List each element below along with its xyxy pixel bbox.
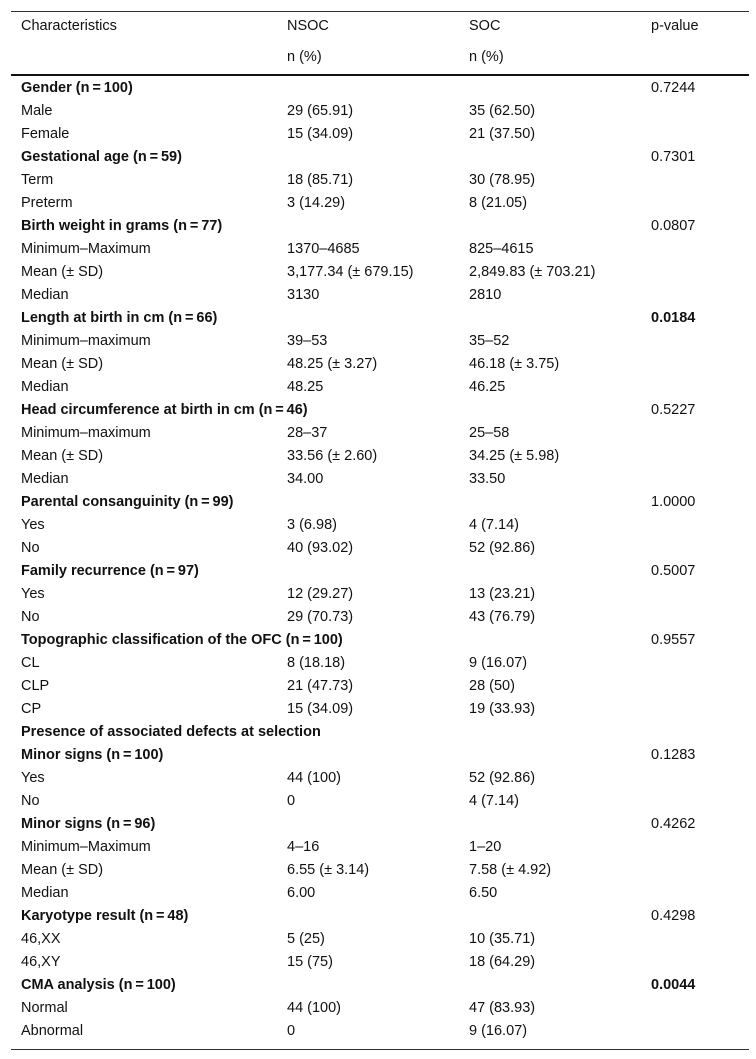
table-row (11, 445, 749, 468)
nsoc-value: 3 (6.98) (287, 517, 337, 533)
table-row (11, 330, 749, 353)
nsoc-value: 6.00 (287, 885, 316, 901)
table-row (11, 698, 749, 721)
row-label: Yes (21, 770, 45, 786)
soc-value: 43 (76.79) (469, 609, 536, 625)
p-value: 0.5227 (651, 402, 696, 418)
row-label: Male (21, 103, 53, 119)
p-value: 0.4298 (651, 908, 696, 924)
nsoc-value: 15 (34.09) (287, 701, 354, 717)
table-body (11, 76, 749, 1043)
row-label: Mean (± SD) (21, 862, 104, 878)
row-label: Median (21, 885, 69, 901)
table-row (11, 123, 749, 146)
nsoc-value: 40 (93.02) (287, 540, 354, 556)
nsoc-value: 29 (65.91) (287, 103, 354, 119)
nsoc-value: 0 (287, 793, 296, 809)
table-row (11, 997, 749, 1020)
p-value: 0.1283 (651, 747, 696, 763)
table-row (11, 882, 749, 905)
table-row (11, 100, 749, 123)
nsoc-value: 3130 (287, 287, 320, 303)
p-value: 0.7301 (651, 149, 696, 165)
row-label: CMA analysis (n = 100) (21, 977, 176, 993)
soc-value: 34.25 (± 5.98) (469, 448, 560, 464)
header-nsoc: NSOC (287, 18, 329, 34)
soc-value: 7.58 (± 4.92) (469, 862, 552, 878)
soc-value: 28 (50) (469, 678, 515, 694)
table-row (11, 261, 749, 284)
soc-value: 46.18 (± 3.75) (469, 356, 560, 372)
row-label: No (21, 793, 40, 809)
table-header-row (11, 12, 749, 43)
table-row (11, 422, 749, 445)
row-label: Mean (± SD) (21, 356, 104, 372)
nsoc-value: 18 (85.71) (287, 172, 354, 188)
row-label: No (21, 609, 40, 625)
table-section-row (11, 399, 749, 422)
soc-value: 9 (16.07) (469, 1023, 528, 1039)
row-label: CLP (21, 678, 50, 694)
soc-value: 8 (21.05) (469, 195, 528, 211)
table-bottom-rule (11, 1049, 749, 1050)
p-value: 0.4262 (651, 816, 696, 832)
table-row (11, 836, 749, 859)
table-row (11, 514, 749, 537)
p-value: 0.0044 (651, 977, 696, 993)
nsoc-value: 6.55 (± 3.14) (287, 862, 370, 878)
row-label: Head circumference at birth in cm (n = 46) (21, 402, 308, 418)
row-label: Abnormal (21, 1023, 84, 1039)
table-row (11, 537, 749, 560)
soc-value: 33.50 (469, 471, 506, 487)
table-section-row (11, 629, 749, 652)
table-row (11, 790, 749, 813)
row-label: Minimum–Maximum (21, 241, 151, 257)
header-soc-unit: n (%) (469, 49, 504, 65)
table-section-row (11, 215, 749, 238)
table-row (11, 652, 749, 675)
header-nsoc-unit: n (%) (287, 49, 322, 65)
table-row (11, 353, 749, 376)
table-section-row (11, 721, 749, 744)
row-label: CL (21, 655, 40, 671)
header-characteristics: Characteristics (21, 18, 117, 34)
row-label: Minor signs (n = 100) (21, 747, 164, 763)
table-section-row (11, 307, 749, 330)
table-row (11, 284, 749, 307)
row-label: CP (21, 701, 42, 717)
row-label: Yes (21, 517, 45, 533)
nsoc-value: 33.56 (± 2.60) (287, 448, 378, 464)
nsoc-value: 34.00 (287, 471, 324, 487)
row-label: Median (21, 287, 69, 303)
nsoc-value: 4–16 (287, 839, 320, 855)
p-value: 0.7244 (651, 80, 696, 96)
row-label: 46,XX (21, 931, 61, 947)
characteristics-table (11, 11, 749, 1050)
row-label: Gestational age (n = 59) (21, 149, 182, 165)
p-value: 0.9557 (651, 632, 696, 648)
table-section-row (11, 146, 749, 169)
table-row (11, 767, 749, 790)
p-value: 0.5007 (651, 563, 696, 579)
nsoc-value: 44 (100) (287, 770, 342, 786)
nsoc-value: 3 (14.29) (287, 195, 346, 211)
soc-value: 52 (92.86) (469, 540, 536, 556)
nsoc-value: 28–37 (287, 425, 328, 441)
soc-value: 35–52 (469, 333, 510, 349)
table-row (11, 675, 749, 698)
row-label: Gender (n = 100) (21, 80, 133, 96)
row-label: Minimum–maximum (21, 425, 151, 441)
table-section-row (11, 744, 749, 767)
row-label: Family recurrence (n = 97) (21, 563, 199, 579)
table-row (11, 468, 749, 491)
row-label: Length at birth in cm (n = 66) (21, 310, 218, 326)
nsoc-value: 44 (100) (287, 1000, 342, 1016)
nsoc-value: 5 (25) (287, 931, 325, 947)
row-label: Minimum–Maximum (21, 839, 151, 855)
table-row (11, 928, 749, 951)
nsoc-value: 29 (70.73) (287, 609, 354, 625)
soc-value: 4 (7.14) (469, 793, 519, 809)
nsoc-value: 0 (287, 1023, 296, 1039)
row-label: Presence of associated defects at selection (21, 724, 321, 740)
nsoc-value: 48.25 (± 3.27) (287, 356, 378, 372)
soc-value: 35 (62.50) (469, 103, 536, 119)
soc-value: 2,849.83 (± 703.21) (469, 264, 596, 280)
nsoc-value: 48.25 (287, 379, 324, 395)
table-section-row (11, 813, 749, 836)
p-value: 0.0184 (651, 310, 696, 326)
soc-value: 46.25 (469, 379, 506, 395)
soc-value: 1–20 (469, 839, 502, 855)
soc-value: 18 (64.29) (469, 954, 536, 970)
p-value: 1.0000 (651, 494, 696, 510)
row-label: Mean (± SD) (21, 448, 104, 464)
table-row (11, 238, 749, 261)
soc-value: 4 (7.14) (469, 517, 519, 533)
nsoc-value: 21 (47.73) (287, 678, 354, 694)
row-label: No (21, 540, 40, 556)
table-row (11, 583, 749, 606)
nsoc-value: 39–53 (287, 333, 328, 349)
row-label: Normal (21, 1000, 68, 1016)
table-section-row (11, 905, 749, 928)
row-label: Mean (± SD) (21, 264, 104, 280)
p-value: 0.0807 (651, 218, 696, 234)
soc-value: 825–4615 (469, 241, 534, 257)
row-label: Topographic classification of the OFC (n = 100) (21, 632, 343, 648)
table-section-row (11, 974, 749, 997)
soc-value: 19 (33.93) (469, 701, 536, 717)
header-p-value: p-value (651, 18, 699, 34)
row-label: Median (21, 379, 69, 395)
soc-value: 30 (78.95) (469, 172, 536, 188)
table-row (11, 192, 749, 215)
row-label: Minimum–maximum (21, 333, 151, 349)
table-header-subrow (11, 43, 749, 74)
table-row (11, 376, 749, 399)
row-label: Yes (21, 586, 45, 602)
soc-value: 47 (83.93) (469, 1000, 536, 1016)
soc-value: 21 (37.50) (469, 126, 536, 142)
table-section-row (11, 560, 749, 583)
nsoc-value: 8 (18.18) (287, 655, 346, 671)
nsoc-value: 1370–4685 (287, 241, 360, 257)
row-label: Birth weight in grams (n = 77) (21, 218, 223, 234)
table-row (11, 169, 749, 192)
soc-value: 52 (92.86) (469, 770, 536, 786)
soc-value: 6.50 (469, 885, 498, 901)
soc-value: 10 (35.71) (469, 931, 536, 947)
table-row (11, 951, 749, 974)
soc-value: 2810 (469, 287, 502, 303)
nsoc-value: 12 (29.27) (287, 586, 354, 602)
table-row (11, 1020, 749, 1043)
table-row (11, 859, 749, 882)
nsoc-value: 15 (34.09) (287, 126, 354, 142)
table-section-row (11, 491, 749, 514)
row-label: Median (21, 471, 69, 487)
nsoc-value: 15 (75) (287, 954, 333, 970)
soc-value: 9 (16.07) (469, 655, 528, 671)
soc-value: 25–58 (469, 425, 510, 441)
header-soc: SOC (469, 18, 501, 34)
row-label: Minor signs (n = 96) (21, 816, 156, 832)
row-label: Female (21, 126, 70, 142)
table-row (11, 606, 749, 629)
row-label: Parental consanguinity (n = 99) (21, 494, 234, 510)
row-label: 46,XY (21, 954, 61, 970)
row-label: Karyotype result (n = 48) (21, 908, 189, 924)
soc-value: 13 (23.21) (469, 586, 536, 602)
row-label: Preterm (21, 195, 73, 211)
table-section-row (11, 77, 749, 100)
nsoc-value: 3,177.34 (± 679.15) (287, 264, 414, 280)
row-label: Term (21, 172, 54, 188)
